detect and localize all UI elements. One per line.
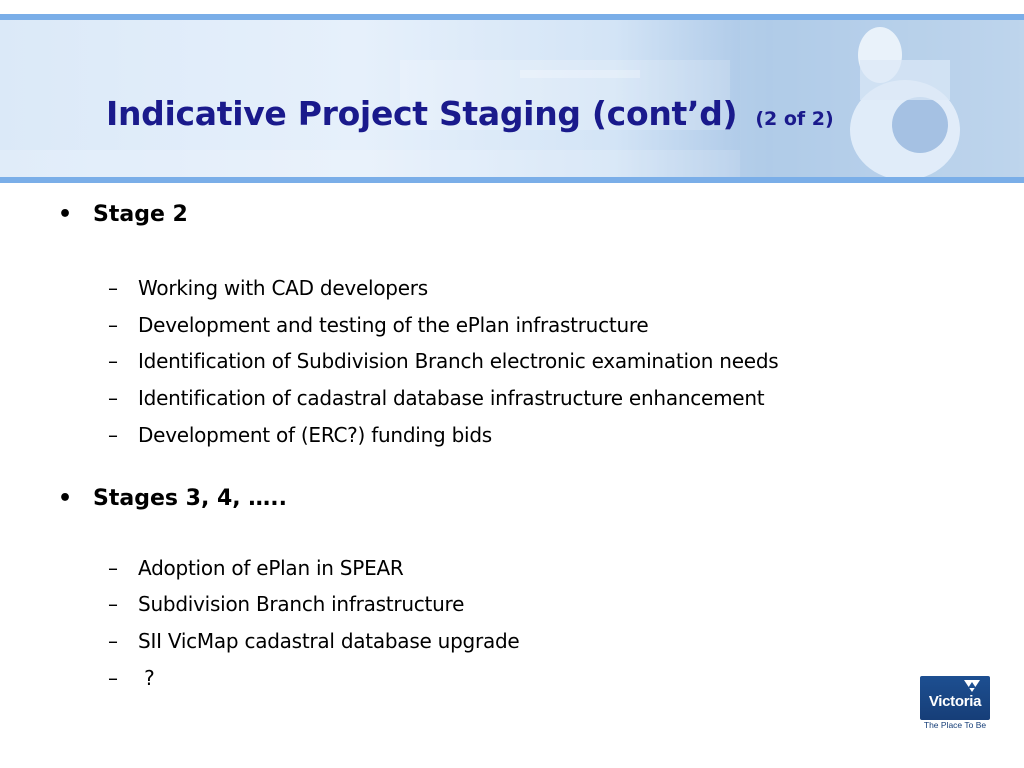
bullet-heading: Stage 2 — [93, 202, 188, 227]
sub-item — [0, 349, 1024, 379]
sub-item-text: Identification of Subdivision Branch electronic examination needs — [138, 349, 779, 373]
sub-item — [0, 592, 1024, 622]
dash-symbol: – — [108, 423, 118, 447]
sub-item — [0, 313, 1024, 343]
header-banner — [0, 20, 1024, 178]
dash-symbol: – — [108, 349, 118, 373]
sub-item — [0, 666, 1024, 696]
sub-item-text: Development and testing of the ePlan infrastructure — [138, 313, 649, 337]
dash-symbol: – — [108, 276, 118, 300]
bullet-symbol: • — [58, 486, 73, 511]
sub-item-text: SII VicMap cadastral database upgrade — [138, 629, 520, 653]
dash-symbol: – — [108, 386, 118, 410]
dash-symbol: – — [108, 666, 118, 690]
slide-title — [106, 94, 986, 144]
logo-word: Victoria — [928, 693, 982, 710]
sub-item-text: ? — [138, 666, 155, 690]
logo-badge — [920, 676, 990, 720]
sub-item-text: Identification of cadastral database infrastructure enhancement — [138, 386, 765, 410]
logo-tagline: The Place To Be — [923, 720, 987, 730]
sub-item — [0, 423, 1024, 453]
dash-symbol: – — [108, 629, 118, 653]
sub-item-text: Working with CAD developers — [138, 276, 428, 300]
sub-item — [0, 556, 1024, 586]
title-page-indicator: (2 of 2) — [755, 108, 834, 130]
dash-symbol: – — [108, 556, 118, 580]
header-bottom-rule — [0, 177, 1024, 183]
sub-item-text: Adoption of ePlan in SPEAR — [138, 556, 404, 580]
sub-item-text: Development of (ERC?) funding bids — [138, 423, 492, 447]
sub-item — [0, 629, 1024, 659]
sub-item — [0, 276, 1024, 306]
bullet-stage-2 — [0, 202, 1024, 236]
bullet-symbol: • — [58, 202, 73, 227]
title-text: Indicative Project Staging (cont’d) — [106, 94, 738, 133]
victoria-logo — [920, 676, 990, 730]
bullet-heading: Stages 3, 4, ….. — [93, 486, 287, 511]
dash-symbol: – — [108, 313, 118, 337]
sub-item — [0, 386, 1024, 416]
bullet-stages-3-4 — [0, 486, 1024, 520]
sub-item-text: Subdivision Branch infrastructure — [138, 592, 465, 616]
dash-symbol: – — [108, 592, 118, 616]
